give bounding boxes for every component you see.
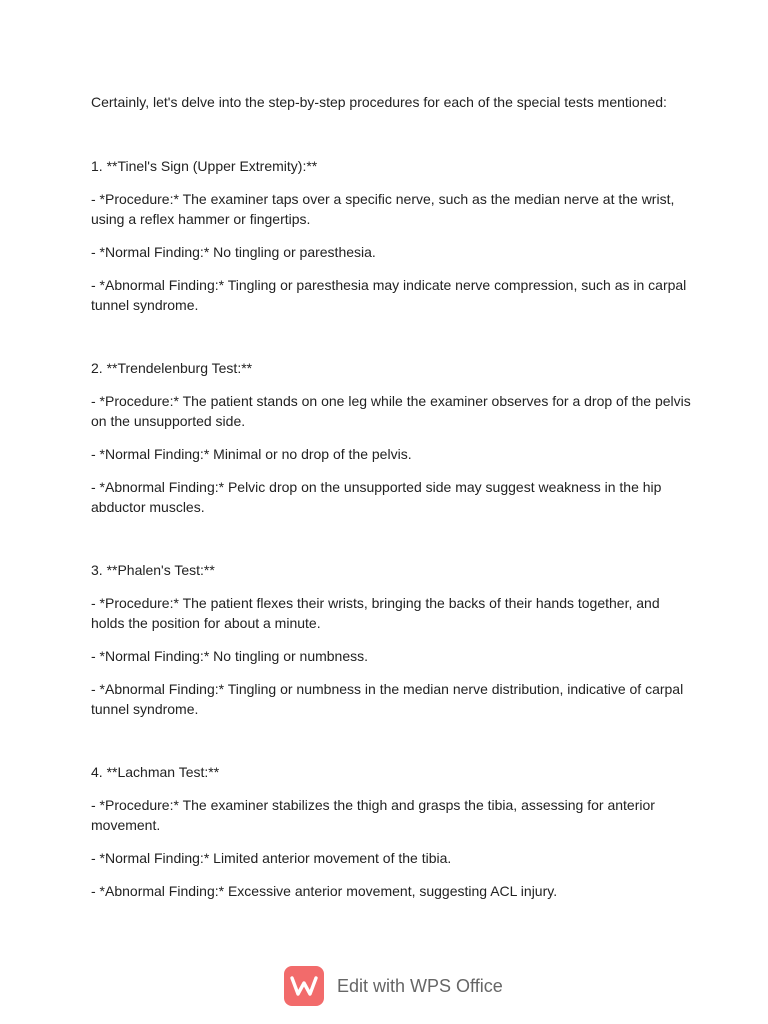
test-section-trendelenburg (91, 358, 691, 517)
test-section-phalen (91, 560, 691, 719)
normal-finding-text: - *Normal Finding:* No tingling or paresthesia. (91, 244, 376, 260)
abnormal-finding-text: - *Abnormal Finding:* Tingling or numbness in the median nerve distribution, indicative of carpal tunnel syndrome. (91, 681, 684, 717)
document-page (91, 92, 691, 901)
section-heading: 2. **Trendelenburg Test:** (91, 360, 253, 376)
edit-with-wps-link[interactable]: Edit with WPS Office (337, 975, 503, 996)
wps-logo-icon[interactable] (284, 966, 324, 1006)
normal-finding-text: - *Normal Finding:* No tingling or numbness. (91, 648, 369, 664)
normal-finding-text: - *Normal Finding:* Minimal or no drop of the pelvis. (91, 446, 412, 462)
abnormal-finding-text: - *Abnormal Finding:* Excessive anterior movement, suggesting ACL injury. (91, 883, 558, 899)
wps-edit-banner[interactable] (284, 965, 503, 1007)
test-section-lachman (91, 762, 691, 901)
procedure-text: - *Procedure:* The examiner taps over a specific nerve, such as the median nerve at the wrist, using a reflex hammer or fingertips. (91, 191, 675, 227)
abnormal-finding-text: - *Abnormal Finding:* Tingling or paresthesia may indicate nerve compression, such as in carpal tunnel syndrome. (91, 277, 687, 313)
normal-finding-text: - *Normal Finding:* Limited anterior movement of the tibia. (91, 850, 452, 866)
procedure-text: - *Procedure:* The examiner stabilizes the thigh and grasps the tibia, assessing for anterior movement. (91, 797, 655, 833)
section-heading: 1. **Tinel's Sign (Upper Extremity):** (91, 158, 318, 174)
procedure-text: - *Procedure:* The patient stands on one leg while the examiner observes for a drop of the pelvis on the unsupported side. (91, 393, 691, 429)
procedure-text: - *Procedure:* The patient flexes their wrists, bringing the backs of their hands together, and holds the position for about a minute. (91, 595, 660, 631)
intro-text: Certainly, let's delve into the step-by-step procedures for each of the special tests mentioned: (91, 94, 667, 110)
section-heading: 4. **Lachman Test:** (91, 764, 220, 780)
wps-w-glyph (290, 974, 318, 998)
test-section-tinel (91, 156, 691, 315)
section-heading: 3. **Phalen's Test:** (91, 562, 215, 578)
abnormal-finding-text: - *Abnormal Finding:* Pelvic drop on the unsupported side may suggest weakness in the hip abductor muscles. (91, 479, 662, 515)
